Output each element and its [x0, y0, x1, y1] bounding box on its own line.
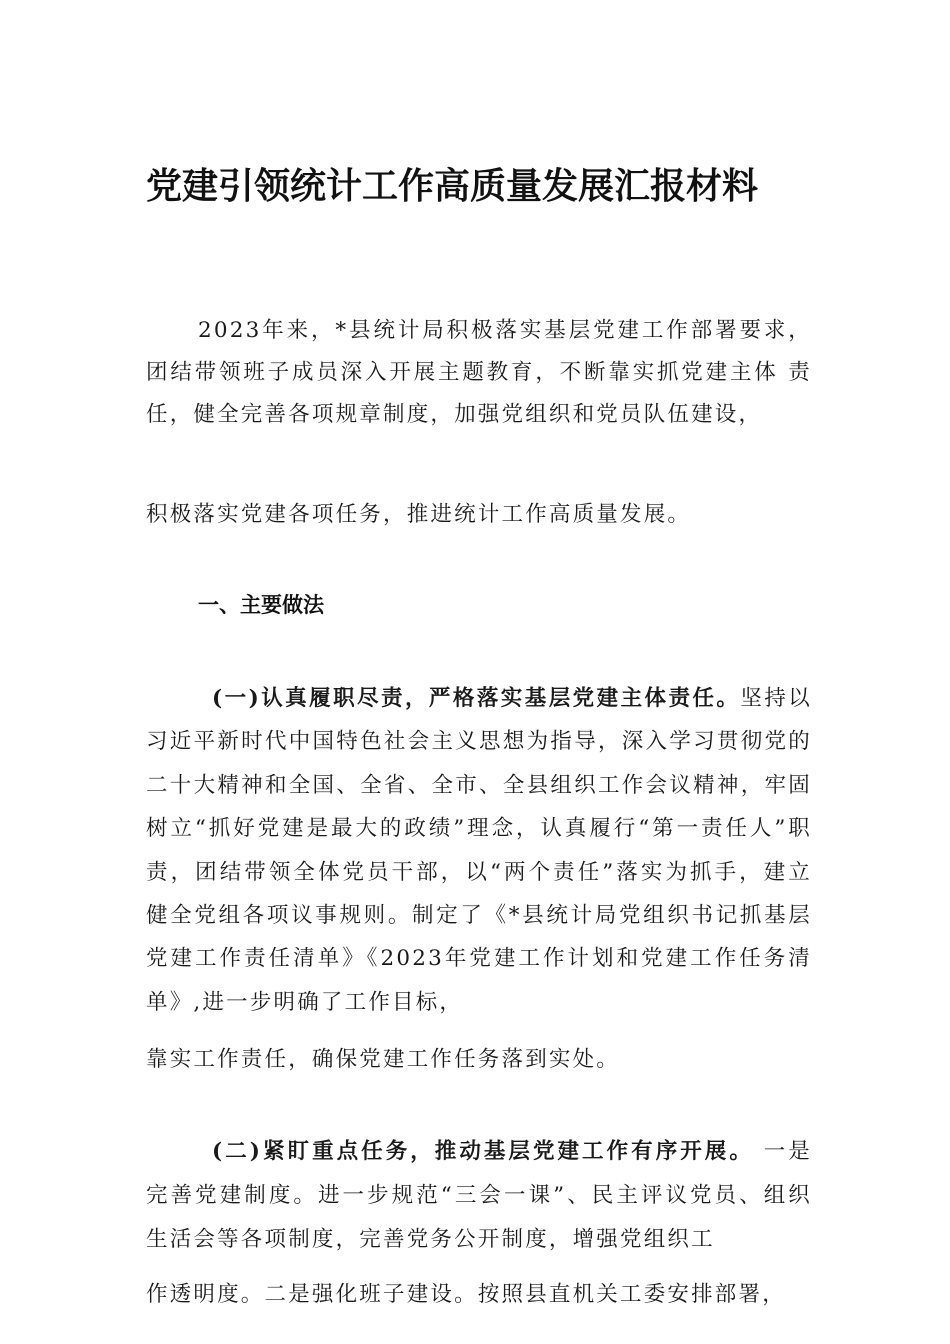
intro-paragraph-tail: 积极落实党建各项任务，推进统计工作高质量发展。 — [146, 502, 692, 527]
item-2-paragraph — [146, 1130, 812, 1262]
item-2-paragraph-continued: 作透明度。二是强化班子建设。按照县直机关工委安排部署， — [146, 1282, 786, 1307]
section-heading-main-practices: 一、主要做法 — [198, 593, 324, 617]
item-1-paragraph-tail: 靠实工作责任，确保党建工作任务落到实处。 — [146, 1047, 621, 1072]
intro-paragraph: 2023年来，*县统计局积极落实基层党建工作部署要求， 团结带领班子成员深入开展主题教育，不断靠实抓党建主体 责任，健全完善各项规章制度，加强党组织和党员队伍建设， — [146, 318, 812, 427]
item-2-lead: (二)紧盯重点任务，推动基层党建工作有序开展。 — [212, 1139, 754, 1164]
item-1-body: 坚持以习近平新时代中国特色社会主义思想为指导，深入学习贯彻党的二十大精神和全国、全省、全市、全县组织工作会议精神，牢固树立“抓好党建是最大的政绩”理念，认真履行“第一责任人”职责，团结带领全体党员干部，以“两个责任”落实为抓手，建立健全党组各项议事规则。制定了《*县统计局党组织书记抓基层党建工作责任清单》《2023年党建工作计划和党建工作任务清单》,进一步明确了工作目标， — [146, 686, 812, 1015]
item-1-paragraph — [146, 677, 812, 1024]
item-1-lead: (一)认真履职尽责，严格落实基层党建主体责任。 — [212, 686, 741, 711]
item-2-body: 一是完善党建制度。进一步规范“三会一课”、民主评议党员、组织生活会等各项制度，完善党务公开制度，增强党组织工 — [146, 1139, 812, 1252]
document-title: 党建引领统计工作高质量发展汇报材料 — [146, 166, 759, 207]
